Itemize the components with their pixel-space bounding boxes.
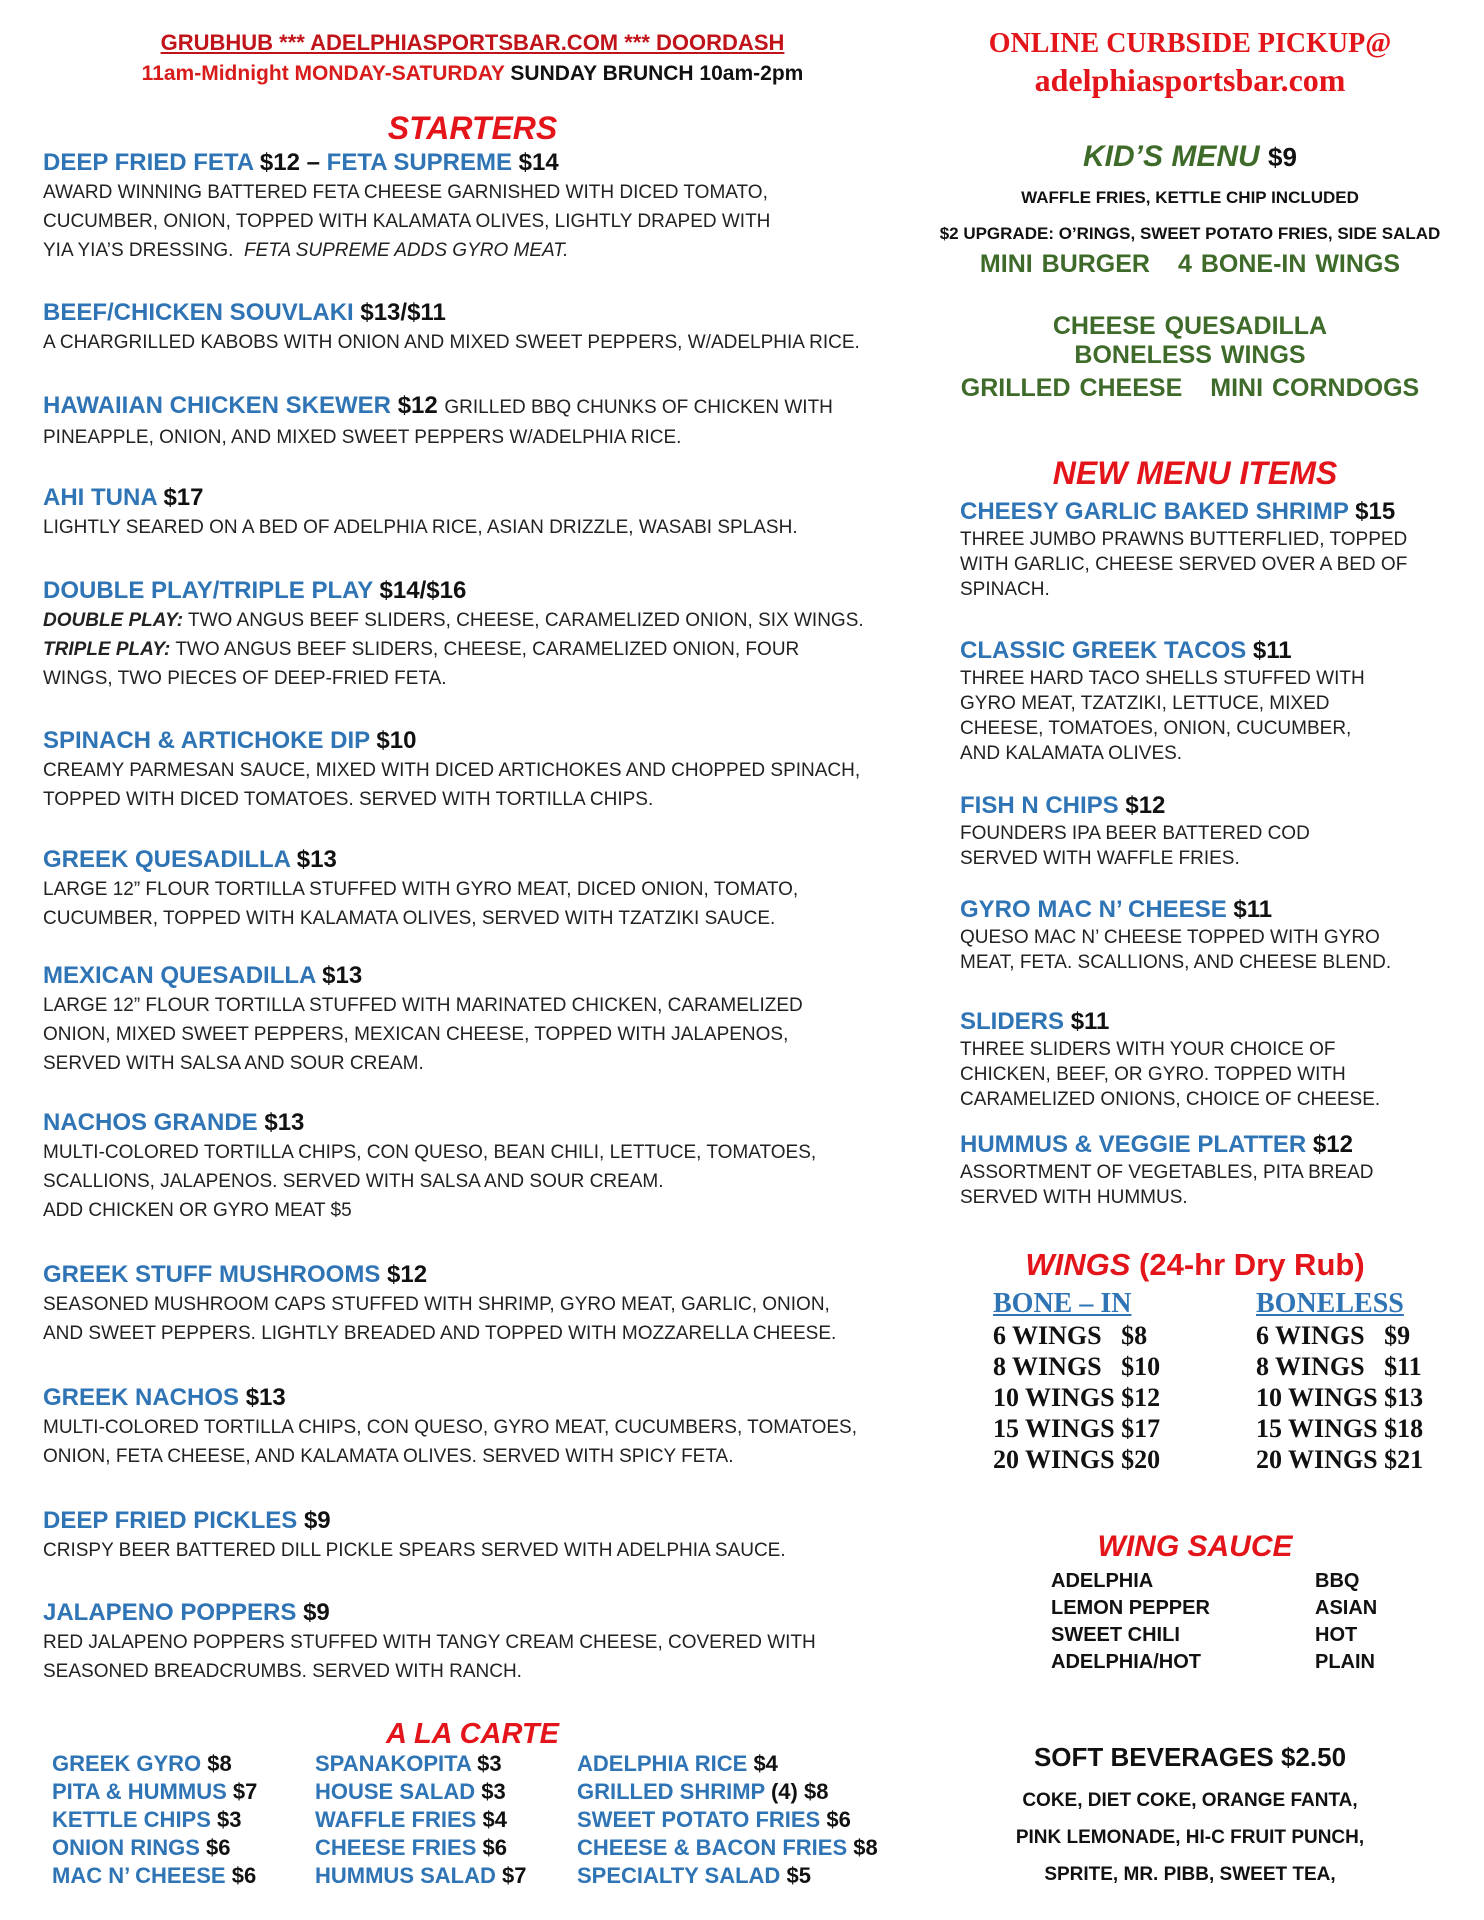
item-name: PITA & HUMMUS (52, 1779, 227, 1804)
new-menu-item (960, 1130, 1460, 1210)
item-price: $11 (1070, 1008, 1110, 1035)
desc-line: CARAMELIZED ONIONS, CHOICE OF CHEESE. (960, 1089, 1381, 1110)
kids-item: CHEESE QUESADILLA (1052, 312, 1328, 340)
kids-menu-upgrade: $2 UPGRADE: O’RINGS, SWEET POTATO FRIES, SIDE SALAD (939, 224, 1441, 243)
wing-price-row: 10 WINGS $12 (993, 1383, 1161, 1412)
item-price: $7 (232, 1779, 258, 1804)
desc-text: TWO ANGUS BEEF SLIDERS, CHEESE, CARAMELIZED ONION, SIX WINGS. (187, 610, 864, 631)
a-la-carte-item (577, 1750, 878, 1778)
item-description (43, 513, 923, 542)
wing-price-row: 20 WINGS $21 (1256, 1445, 1424, 1474)
wing-price-row: 6 WINGS $9 (1256, 1321, 1411, 1350)
item-inline-description: GRILLED BBQ CHUNKS OF CHICKEN WITH (444, 397, 833, 418)
kids-item: MINI BURGER (979, 250, 1150, 278)
menu-item (43, 391, 923, 452)
item-name: HUMMUS SALAD (315, 1863, 496, 1888)
new-menu-item (960, 895, 1460, 975)
menu-item (43, 576, 923, 693)
beverage-line: PINK LEMONADE, HI-C FRUIT PUNCH, (1015, 1827, 1365, 1848)
item-name: GRILLED SHRIMP (577, 1779, 765, 1804)
item-description (960, 821, 1460, 871)
desc-line: CUCUMBER, ONION, TOPPED WITH KALAMATA OLIVES, LIGHTLY DRAPED WITH (43, 211, 771, 232)
desc-line: THREE HARD TACO SHELLS STUFFED WITH (960, 668, 1365, 689)
a-la-carte-column-2 (315, 1750, 527, 1890)
kids-menu-heading: KID’S MENU (1083, 140, 1260, 173)
a-la-carte-column-1 (52, 1750, 257, 1890)
soft-beverages-title: SOFT BEVERAGES $2.50 (1033, 1742, 1347, 1772)
item-name: HAWAIIAN CHICKEN SKEWER (43, 392, 392, 419)
bone-in-header: BONE – IN (993, 1288, 1132, 1319)
desc-line: QUESO MAC N’ CHEESE TOPPED WITH GYRO (960, 927, 1380, 948)
hours-sunday: SUNDAY BRUNCH 10am-2pm (510, 62, 804, 85)
item-price: $13 (264, 1109, 305, 1136)
item-name: DEEP FRIED FETA (43, 149, 254, 176)
item-description (960, 1160, 1460, 1210)
desc-line: AND KALAMATA OLIVES. (960, 743, 1183, 764)
menu-item (43, 1506, 923, 1565)
wings-heading: WINGS (1025, 1247, 1131, 1282)
item-price: $8 (853, 1835, 878, 1860)
desc-note: FETA SUPREME ADDS GYRO MEAT. (243, 240, 569, 261)
item-price: $6 (482, 1835, 507, 1860)
item-price: $13/$11 (360, 299, 446, 326)
item-name: MAC N’ CHEESE (52, 1863, 226, 1888)
wing-sauce-column-1 (1051, 1568, 1210, 1676)
item-price: $7 (502, 1863, 527, 1888)
desc-line: AND SWEET PEPPERS. LIGHTLY BREADED AND TOPPED WITH MOZZARELLA CHEESE. (43, 1323, 837, 1344)
sauce-option: ADELPHIA/HOT (1051, 1651, 1201, 1673)
kids-item: MINI CORNDOGS (1210, 374, 1420, 402)
item-price: (4) $8 (770, 1779, 829, 1804)
item-name: GREEK STUFF MUSHROOMS (43, 1261, 381, 1288)
item-description (43, 606, 923, 693)
header-hours (0, 62, 945, 86)
menu-item (43, 726, 923, 814)
desc-line: SPINACH. (960, 579, 1050, 600)
item-name: HOUSE SALAD (315, 1779, 476, 1804)
desc-line: LARGE 12” FLOUR TORTILLA STUFFED WITH GYRO MEAT, DICED ONION, TOMATO, (43, 879, 799, 900)
desc-line: CHICKEN, BEEF, OR GYRO. TOPPED WITH (960, 1064, 1346, 1085)
a-la-carte-item (315, 1750, 527, 1778)
item-price: $10 (376, 727, 417, 754)
item-name: SWEET POTATO FRIES (577, 1807, 821, 1832)
desc-line: MEAT, FETA. SCALLIONS, AND CHEESE BLEND. (960, 952, 1392, 973)
desc-line: LARGE 12” FLOUR TORTILLA STUFFED WITH MARINATED CHICKEN, CARAMELIZED (43, 995, 803, 1016)
item-name: CHEESE FRIES (315, 1835, 477, 1860)
curbside-pickup (960, 28, 1420, 99)
item-name: KETTLE CHIPS (52, 1807, 211, 1832)
a-la-carte-item (52, 1834, 257, 1862)
item-name: WAFFLE FRIES (315, 1807, 477, 1832)
wing-price-row: 15 WINGS $17 (993, 1414, 1161, 1443)
item-name: ONION RINGS (52, 1835, 200, 1860)
item-description (43, 1536, 923, 1565)
new-menu-item (960, 791, 1460, 871)
desc-line: SEASONED MUSHROOM CAPS STUFFED WITH SHRIMP, GYRO MEAT, GARLIC, ONION, (43, 1294, 830, 1315)
desc-line: SERVED WITH HUMMUS. (960, 1187, 1188, 1208)
item-name-2: FETA SUPREME (326, 149, 512, 176)
header-delivery-links: GRUBHUB *** ADELPHIASPORTSBAR.COM *** DOORDASH (160, 30, 785, 55)
wings-bone-in-column (993, 1288, 1160, 1475)
item-name: DOUBLE PLAY/TRIPLE PLAY (43, 577, 373, 604)
item-price: $4 (482, 1807, 507, 1832)
item-name: HUMMUS & VEGGIE PLATTER (960, 1131, 1307, 1158)
desc-line: WINGS, TWO PIECES OF DEEP-FRIED FETA. (43, 668, 447, 689)
desc-line: CREAMY PARMESAN SAUCE, MIXED WITH DICED ARTICHOKES AND CHOPPED SPINACH, (43, 760, 861, 781)
item-price: $17 (163, 484, 204, 511)
sauce-option: SWEET CHILI (1051, 1624, 1180, 1646)
menu-item (43, 298, 923, 357)
item-price: $13 (296, 846, 337, 873)
wing-price-row: 6 WINGS $8 (993, 1321, 1148, 1350)
item-name: CHEESE & BACON FRIES (577, 1835, 848, 1860)
sauce-option: LEMON PEPPER (1051, 1597, 1210, 1619)
item-price: $13 (245, 1384, 286, 1411)
desc-line: SERVED WITH SALSA AND SOUR CREAM. (43, 1053, 424, 1074)
desc-line: ONION, FETA CHEESE, AND KALAMATA OLIVES. SERVED WITH SPICY FETA. (43, 1446, 734, 1467)
item-name: ADELPHIA RICE (577, 1751, 748, 1776)
wing-sauce-title: WING SAUCE (1097, 1530, 1293, 1563)
wing-sauce-column-2 (1315, 1568, 1377, 1676)
wings-subtitle: (24-hr Dry Rub) (1139, 1247, 1365, 1282)
menu-item (43, 148, 923, 265)
item-description (43, 875, 923, 933)
item-name: NACHOS GRANDE (43, 1109, 258, 1136)
a-la-carte-item (52, 1778, 257, 1806)
starters-title: STARTERS (387, 110, 558, 146)
menu-item (43, 1598, 923, 1686)
desc-line: CRISPY BEER BATTERED DILL PICKLE SPEARS SERVED WITH ADELPHIA SAUCE. (43, 1540, 786, 1561)
a-la-carte-item (52, 1862, 257, 1890)
item-description (43, 991, 923, 1078)
double-play-label: DOUBLE PLAY: (43, 610, 184, 631)
desc-line: FOUNDERS IPA BEER BATTERED COD (960, 823, 1310, 844)
item-price: $12 (387, 1261, 428, 1288)
desc-line: SEASONED BREADCRUMBS. SERVED WITH RANCH. (43, 1661, 522, 1682)
item-price: $3 (217, 1807, 242, 1832)
kids-item: 4 BONE-IN WINGS (1177, 250, 1401, 278)
item-price: $11 (1233, 896, 1273, 923)
desc-line: RED JALAPENO POPPERS STUFFED WITH TANGY CREAM CHEESE, COVERED WITH (43, 1632, 816, 1653)
item-name: BEEF/CHICKEN SOUVLAKI (43, 299, 354, 326)
curbside-pickup-site: adelphiasportsbar.com (1034, 62, 1346, 98)
menu-item (43, 1260, 923, 1348)
menu-item (43, 483, 923, 542)
kids-item: BONELESS WINGS (1074, 341, 1306, 369)
new-menu-item (960, 497, 1460, 602)
a-la-carte-item (315, 1834, 527, 1862)
a-la-carte-column-3 (577, 1750, 878, 1890)
a-la-carte-title: A LA CARTE (386, 1718, 559, 1750)
kids-menu-price: $9 (1268, 142, 1297, 172)
item-price: $12 (1125, 792, 1166, 819)
wings-title (940, 1247, 1450, 1283)
wing-price-row: 20 WINGS $20 (993, 1445, 1161, 1474)
item-name: SLIDERS (960, 1008, 1065, 1035)
a-la-carte-item (315, 1806, 527, 1834)
menu-item (43, 1108, 923, 1225)
desc-line (43, 635, 923, 664)
item-price: $6 (826, 1807, 851, 1832)
item-price: $6 (206, 1835, 231, 1860)
desc-line: A CHARGRILLED KABOBS WITH ONION AND MIXED SWEET PEPPERS, W/ADELPHIA RICE. (43, 332, 860, 353)
desc-line: ASSORTMENT OF VEGETABLES, PITA BREAD (960, 1162, 1374, 1183)
item-price: $9 (303, 1507, 331, 1534)
item-description (960, 666, 1460, 766)
triple-play-label: TRIPLE PLAY: (43, 639, 171, 660)
wing-price-row: 15 WINGS $18 (1256, 1414, 1424, 1443)
new-menu-item (960, 636, 1460, 766)
desc-line (43, 606, 923, 635)
kids-menu-included: WAFFLE FRIES, KETTLE CHIP INCLUDED (1021, 188, 1359, 207)
sauce-option: BBQ (1315, 1570, 1360, 1592)
item-name: AHI TUNA (43, 484, 157, 511)
boneless-header: BONELESS (1256, 1288, 1404, 1319)
a-la-carte-item (577, 1862, 878, 1890)
item-description (43, 1413, 923, 1471)
beverage-line: COKE, DIET COKE, ORANGE FANTA, (1022, 1790, 1358, 1811)
menu-item (43, 1383, 923, 1471)
item-price: $14/$16 (379, 577, 467, 604)
kids-menu-row (920, 250, 1460, 279)
item-price: $15 (1355, 498, 1396, 525)
item-name: CLASSIC GREEK TACOS (960, 637, 1247, 664)
item-price: $4 (753, 1751, 778, 1776)
item-price: $11 (1252, 637, 1292, 664)
kids-item: GRILLED CHEESE (960, 374, 1183, 402)
wings-boneless-column (1256, 1288, 1423, 1475)
desc-line: THREE JUMBO PRAWNS BUTTERFLIED, TOPPED (960, 529, 1408, 550)
desc-line: ADD CHICKEN OR GYRO MEAT $5 (43, 1200, 352, 1221)
desc-line (43, 236, 923, 265)
item-price: $12 (1312, 1131, 1353, 1158)
item-price: $9 (303, 1599, 330, 1626)
item-description (43, 178, 923, 265)
a-la-carte-item (577, 1806, 878, 1834)
menu-item (43, 961, 923, 1078)
sauce-option: PLAIN (1315, 1651, 1375, 1673)
desc-line: MULTI-COLORED TORTILLA CHIPS, CON QUESO, GYRO MEAT, CUCUMBERS, TOMATOES, (43, 1417, 857, 1438)
wing-price-row: 8 WINGS $10 (993, 1352, 1161, 1381)
item-price-2: $14 (518, 149, 559, 176)
kids-menu-row (920, 374, 1460, 403)
item-description (43, 328, 923, 357)
item-description (43, 423, 923, 452)
desc-text: YIA YIA’S DRESSING. (43, 240, 234, 261)
new-menu-items-title: NEW MENU ITEMS (1052, 455, 1338, 491)
item-name: CHEESY GARLIC BAKED SHRIMP (960, 498, 1349, 525)
item-description (43, 1138, 923, 1225)
desc-line: WITH GARLIC, CHEESE SERVED OVER A BED OF (960, 554, 1408, 575)
sauce-option: ADELPHIA (1051, 1570, 1154, 1592)
hours-weekday: 11am-Midnight MONDAY-SATURDAY (141, 62, 505, 85)
item-description (960, 925, 1460, 975)
item-description (43, 756, 923, 814)
item-name: SPINACH & ARTICHOKE DIP (43, 727, 370, 754)
item-name: DEEP FRIED PICKLES (43, 1507, 298, 1534)
item-description (960, 527, 1460, 602)
item-price: $5 (786, 1863, 811, 1888)
desc-line: CHEESE, TOMATOES, ONION, CUCUMBER, (960, 718, 1352, 739)
item-price: $12 – (259, 149, 320, 176)
item-price: $3 (477, 1751, 502, 1776)
desc-line: SCALLIONS, JALAPENOS. SERVED WITH SALSA AND SOUR CREAM. (43, 1171, 664, 1192)
beverage-line: SPRITE, MR. PIBB, SWEET TEA, (1044, 1864, 1336, 1885)
sauce-option: ASIAN (1315, 1597, 1378, 1619)
item-price: $12 (397, 392, 438, 419)
a-la-carte-item (52, 1806, 257, 1834)
wing-price-row: 10 WINGS $13 (1256, 1383, 1424, 1412)
a-la-carte-item (315, 1778, 527, 1806)
item-name: GREEK QUESADILLA (43, 846, 291, 873)
item-name: MEXICAN QUESADILLA (43, 962, 316, 989)
desc-line: TOPPED WITH DICED TOMATOES. SERVED WITH TORTILLA CHIPS. (43, 789, 654, 810)
item-price: $3 (481, 1779, 506, 1804)
desc-line: LIGHTLY SEARED ON A BED OF ADELPHIA RICE, ASIAN DRIZZLE, WASABI SPLASH. (43, 517, 798, 538)
item-name: SPECIALTY SALAD (577, 1863, 781, 1888)
a-la-carte-item (577, 1834, 878, 1862)
item-name: SPANAKOPITA (315, 1751, 472, 1776)
item-name: FISH N CHIPS (960, 792, 1119, 819)
item-description (43, 1290, 923, 1348)
new-menu-item (960, 1007, 1460, 1112)
a-la-carte-item (52, 1750, 257, 1778)
sauce-option: HOT (1315, 1624, 1358, 1646)
item-description (43, 1628, 923, 1686)
desc-text: TWO ANGUS BEEF SLIDERS, CHEESE, CARAMELIZED ONION, FOUR (175, 639, 800, 660)
item-price: $13 (322, 962, 363, 989)
item-name: GREEK NACHOS (43, 1384, 240, 1411)
desc-line: PINEAPPLE, ONION, AND MIXED SWEET PEPPERS W/ADELPHIA RICE. (43, 427, 682, 448)
kids-menu-row (920, 312, 1460, 370)
curbside-pickup-label: ONLINE CURBSIDE PICKUP@ (988, 28, 1392, 59)
menu-item (43, 845, 923, 933)
item-name: GREEK GYRO (52, 1751, 202, 1776)
desc-line: GYRO MEAT, TZATZIKI, LETTUCE, MIXED (960, 693, 1330, 714)
kids-menu-title (960, 140, 1420, 174)
a-la-carte-item (577, 1778, 878, 1806)
desc-line: ONION, MIXED SWEET PEPPERS, MEXICAN CHEESE, TOPPED WITH JALAPENOS, (43, 1024, 789, 1045)
desc-line: CUCUMBER, TOPPED WITH KALAMATA OLIVES, SERVED WITH TZATZIKI SAUCE. (43, 908, 776, 929)
item-name: JALAPENO POPPERS (43, 1599, 297, 1626)
wing-price-row: 8 WINGS $11 (1256, 1352, 1422, 1381)
desc-line: THREE SLIDERS WITH YOUR CHOICE OF (960, 1039, 1336, 1060)
desc-line: SERVED WITH WAFFLE FRIES. (960, 848, 1240, 869)
item-description (960, 1037, 1460, 1112)
desc-line: MULTI-COLORED TORTILLA CHIPS, CON QUESO, BEAN CHILI, LETTUCE, TOMATOES, (43, 1142, 817, 1163)
item-price: $8 (207, 1751, 232, 1776)
item-name: GYRO MAC N’ CHEESE (960, 896, 1227, 923)
a-la-carte-item (315, 1862, 527, 1890)
desc-line: AWARD WINNING BATTERED FETA CHEESE GARNISHED WITH DICED TOMATO, (43, 182, 768, 203)
item-price: $6 (231, 1863, 257, 1888)
